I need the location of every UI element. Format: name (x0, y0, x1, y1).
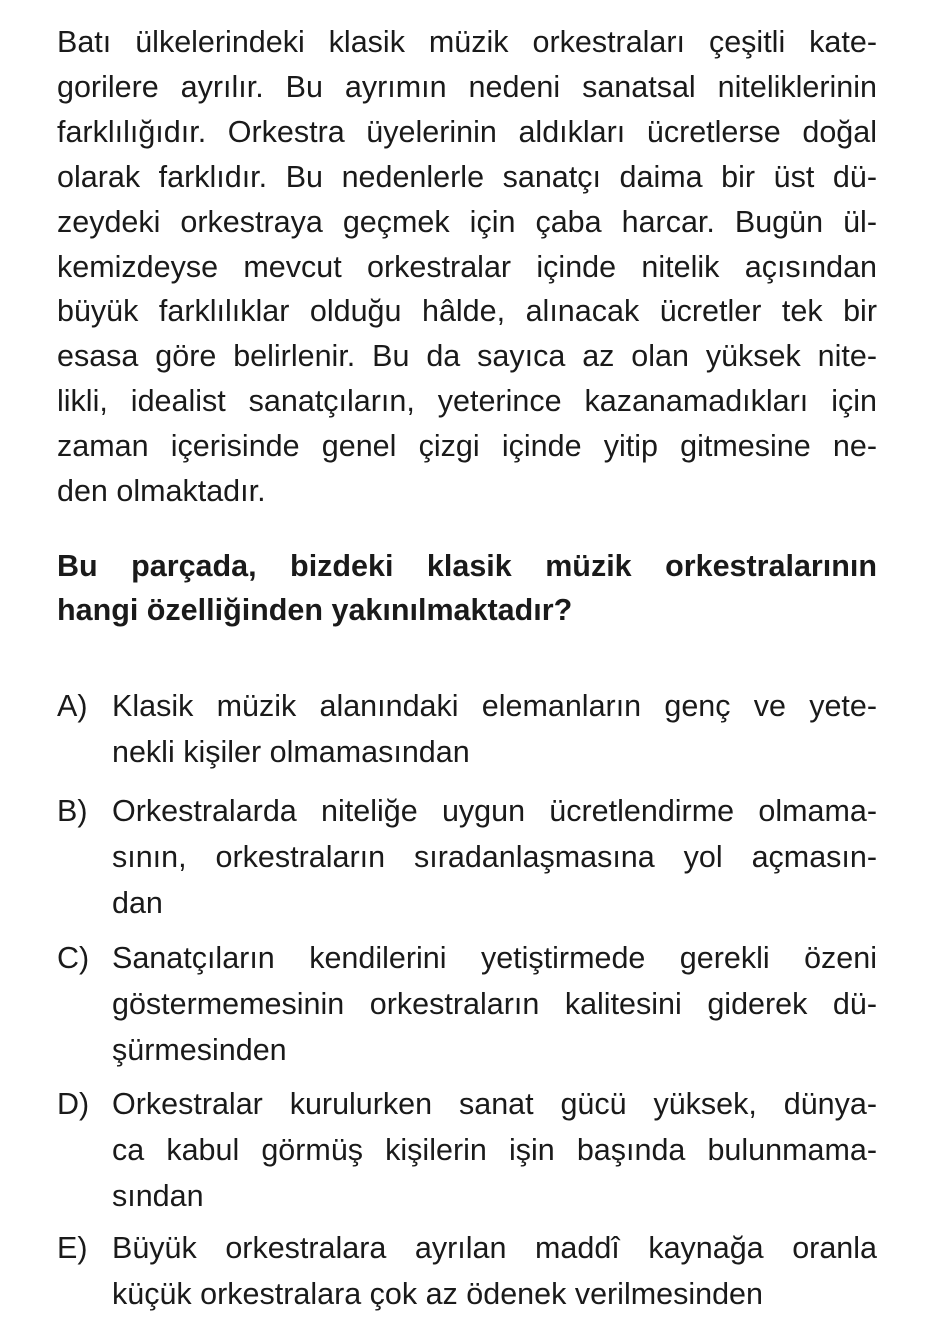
option-line: sının, orkestraların sıradanlaşmasına yol açmasın- (112, 840, 877, 874)
option-line: nekli kişiler olmamasından (112, 735, 470, 769)
passage-line: kemizdeyse mevcut orkestralar içinde nitelik açısından (57, 249, 877, 284)
option-text (112, 935, 877, 1073)
reading-passage (57, 20, 877, 514)
passage-line: Batı ülkelerindeki klasik müzik orkestraları çeşitli kate- (57, 25, 877, 59)
question-line: hangi özelliğinden yakınılmaktadır? (57, 593, 573, 627)
question-line: Bu parçada, bizdeki klasik müzik orkestralarının (57, 549, 877, 583)
option-letter: A) (57, 689, 88, 723)
passage-line: olarak farklıdır. Bu nedenlerle sanatçı daima bir üst dü- (57, 159, 877, 194)
option-line: sından (112, 1179, 204, 1213)
passage-line: zeydeki orkestraya geçmek için çaba harcar. Bugün ül- (57, 204, 877, 239)
option-letter: E) (57, 1231, 88, 1265)
passage-line: esasa göre belirlenir. Bu da sayıca az olan yüksek nite- (57, 339, 877, 374)
passage-line: farklılığıdır. Orkestra üyelerinin aldıkları ücretlerse doğal (57, 114, 877, 149)
option-line: Klasik müzik alanındaki elemanların genç ve yete- (112, 689, 877, 723)
option-line: Orkestralar kurulurken sanat gücü yüksek, dünya- (112, 1087, 877, 1121)
option-text (112, 788, 877, 926)
option-line: şürmesinden (112, 1033, 287, 1067)
option-line: dan (112, 886, 163, 920)
question-stem (57, 544, 877, 632)
passage-line: den olmaktadır. (57, 474, 266, 509)
option-letter: D) (57, 1087, 90, 1121)
passage-line: likli, idealist sanatçıların, yeterince kazanamadıkları için (57, 384, 877, 419)
option-text (112, 1081, 877, 1219)
option-text (112, 683, 877, 775)
option-text (112, 1225, 877, 1317)
passage-line: gorilere ayrılır. Bu ayrımın nedeni sanatsal niteliklerinin (57, 69, 877, 104)
option-line: Büyük orkestralara ayrılan maddî kaynağa oranla (112, 1231, 877, 1265)
passage-line: zaman içerisinde genel çizgi içinde yitip gitmesine ne- (57, 429, 877, 464)
option-line: Sanatçıların kendilerini yetiştirmede gerekli özeni (112, 941, 877, 975)
option-line: küçük orkestralara çok az ödenek verilmesinden (112, 1277, 763, 1311)
option-letter: B) (57, 794, 88, 828)
option-line: göstermemesinin orkestraların kalitesini giderek dü- (112, 987, 877, 1021)
option-line: ca kabul görmüş kişilerin işin başında bulunmama- (112, 1133, 877, 1167)
option-letter: C) (57, 941, 90, 975)
passage-line: büyük farklılıklar olduğu hâlde, alınacak ücretler tek bir (57, 294, 877, 329)
option-line: Orkestralarda niteliğe uygun ücretlendirme olmama- (112, 794, 877, 828)
